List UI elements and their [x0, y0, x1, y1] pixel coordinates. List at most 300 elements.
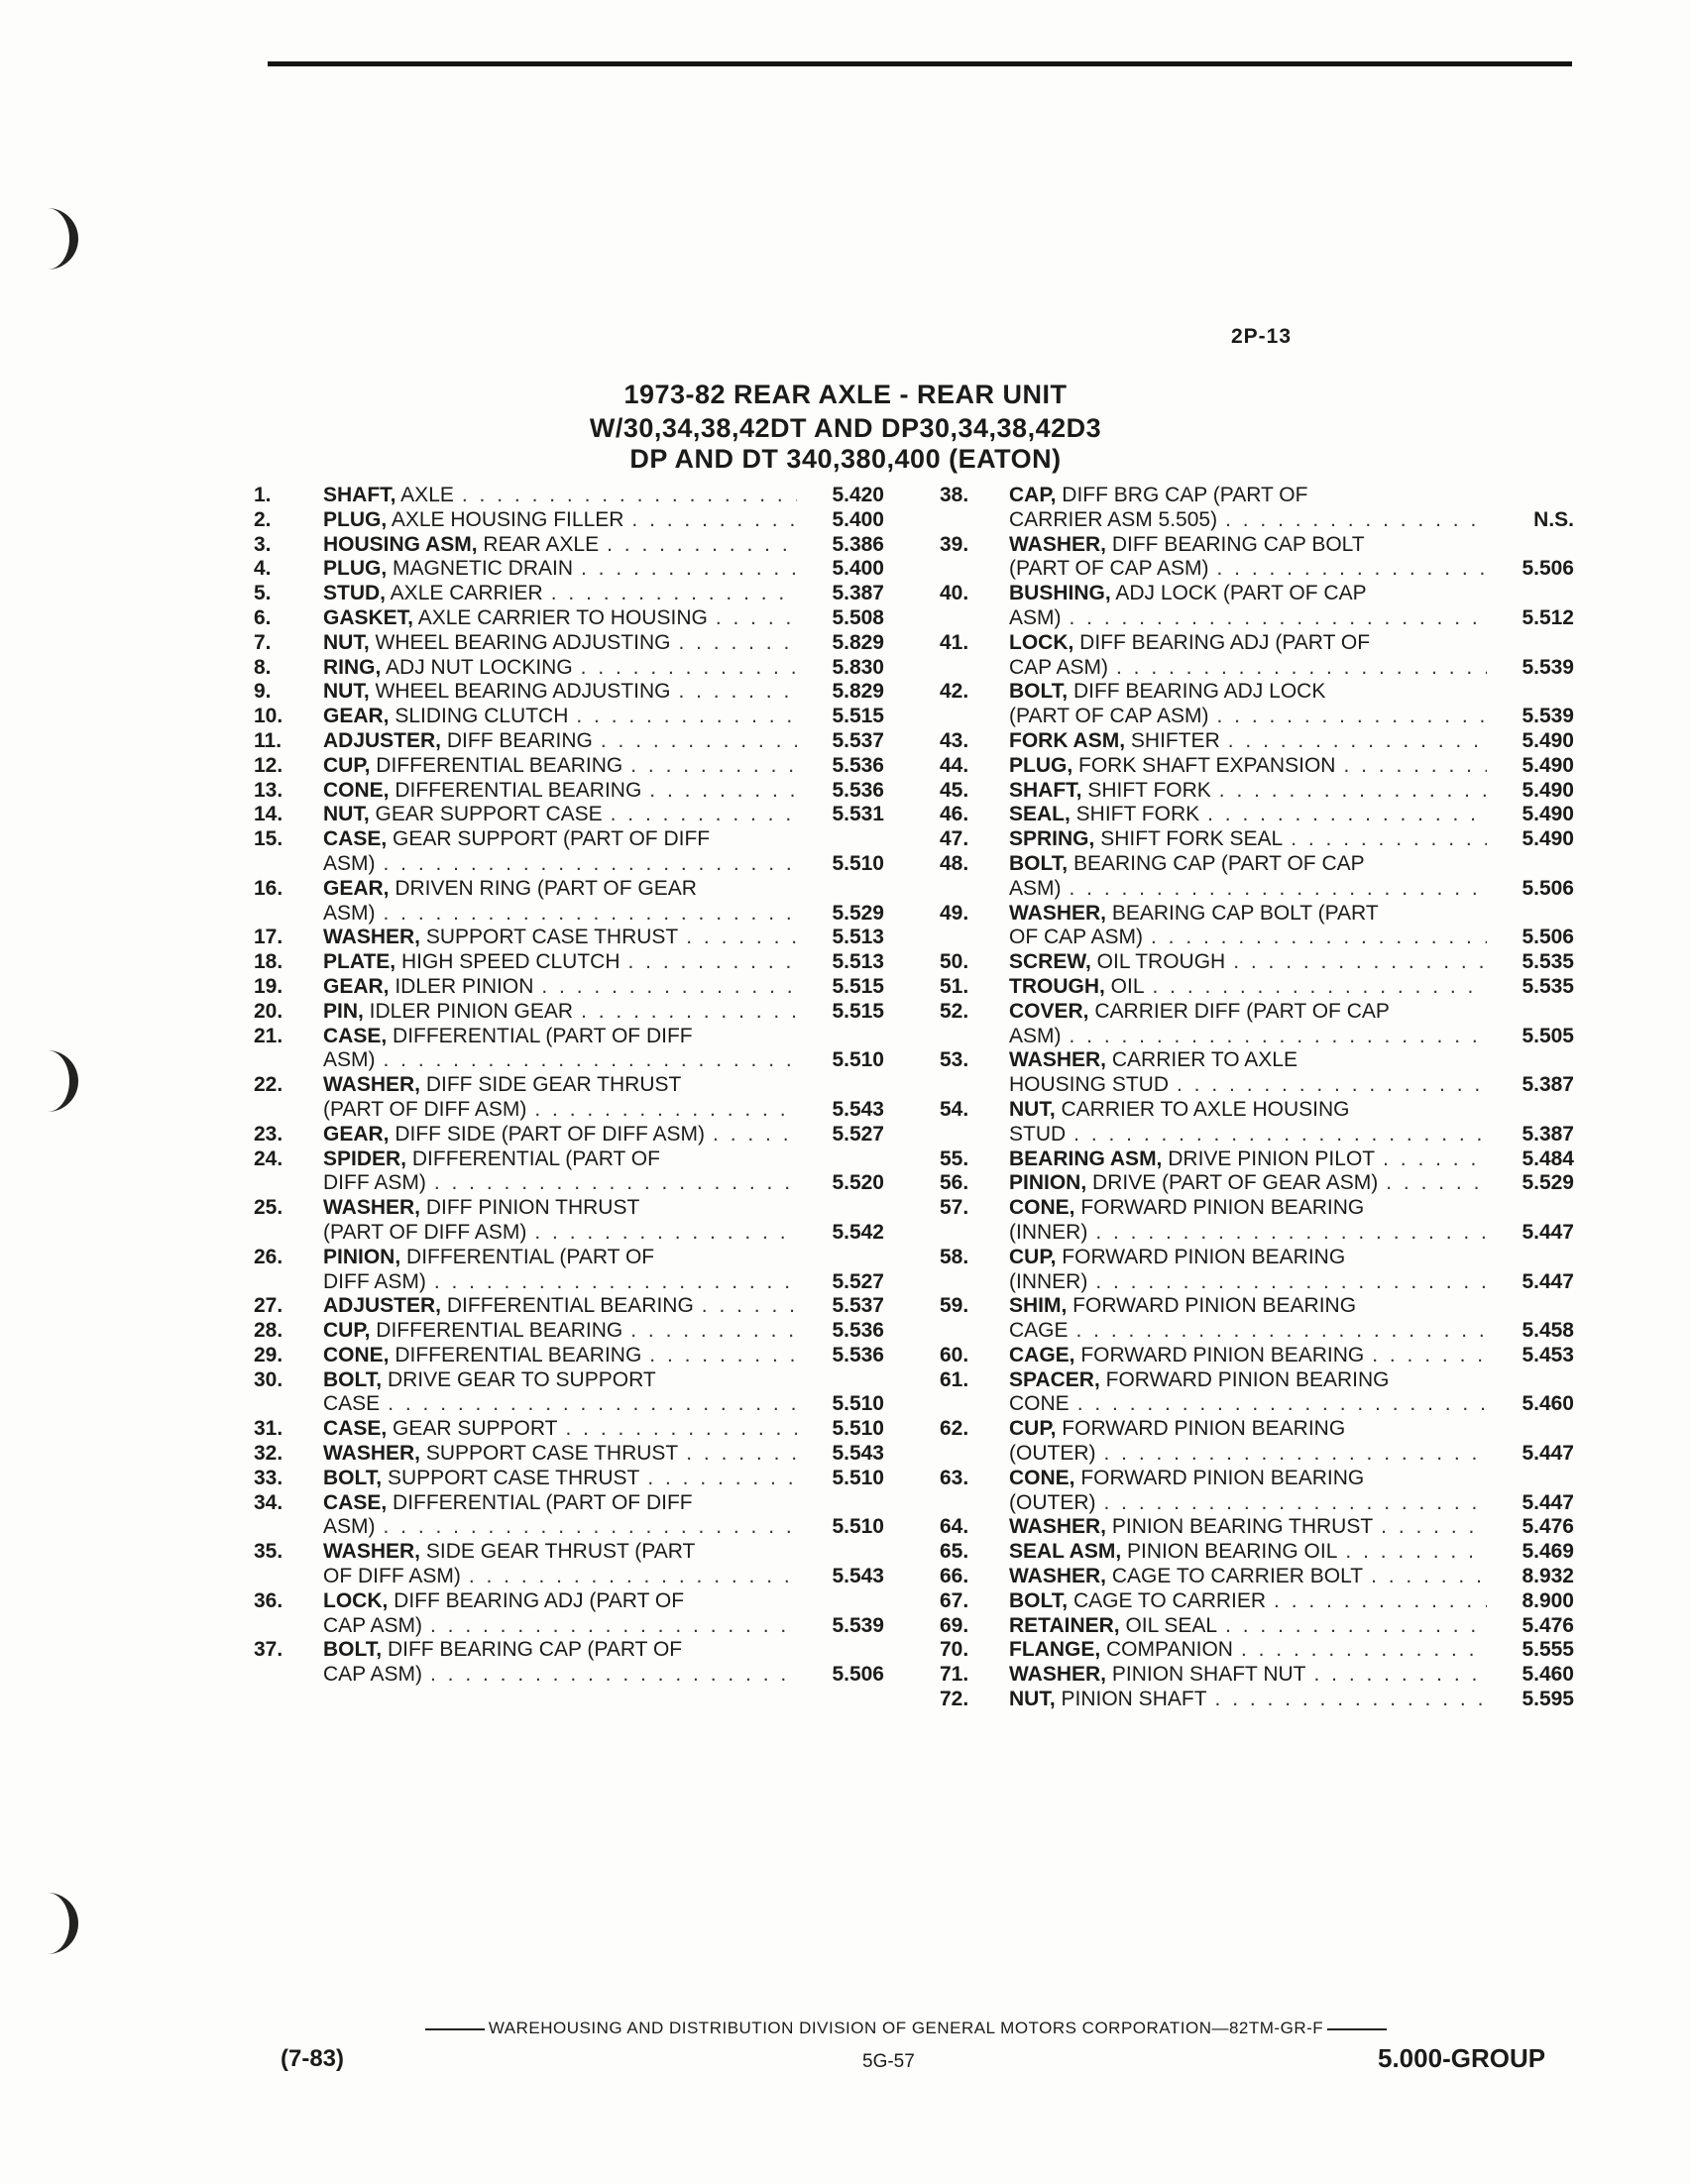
part-detail: CARRIER TO AXLE HOUSING — [1055, 1097, 1350, 1121]
part-detail: SUPPORT CASE THRUST — [382, 1466, 640, 1489]
parts-list-item — [940, 1565, 1574, 1589]
part-detail: CARRIER DIFF (PART OF CAP — [1088, 999, 1390, 1023]
part-name: PIN, — [323, 999, 364, 1023]
part-detail: DIFFERENTIAL (PART OF DIFF — [387, 1024, 693, 1047]
item-number: 70. — [940, 1638, 969, 1662]
item-description — [323, 533, 807, 558]
item-number: 6. — [254, 605, 272, 629]
part-detail: DIFF BEARING ADJ (PART OF — [1073, 630, 1371, 654]
part-name: ADJUSTER, — [323, 1294, 442, 1318]
parts-list-item — [940, 1688, 1574, 1712]
part-detail-continued: OF DIFF ASM) — [323, 1565, 461, 1588]
parts-list-item — [254, 1467, 884, 1491]
part-detail: SHIFT FORK — [1070, 803, 1200, 826]
leader-dots — [1095, 1270, 1487, 1295]
group-reference: 5.458 — [1522, 1319, 1574, 1343]
part-detail: DRIVEN RING (PART OF GEAR — [389, 876, 697, 900]
parts-list-item — [254, 606, 884, 631]
item-description — [323, 729, 807, 754]
part-detail: MAGNETIC DRAIN — [387, 557, 574, 581]
item-number: 11. — [254, 728, 282, 752]
parts-list-item — [254, 1147, 884, 1197]
item-description — [323, 1491, 807, 1541]
parts-list-item — [254, 484, 884, 508]
item-number: 24. — [254, 1147, 283, 1170]
part-name: NUT, — [1009, 1688, 1056, 1711]
part-name: HOUSING ASM, — [323, 532, 478, 556]
part-detail: PINION SHAFT NUT — [1106, 1663, 1306, 1687]
parts-list-item — [940, 1246, 1574, 1295]
leader-dots — [1217, 705, 1488, 729]
part-detail: DIFFERENTIAL (PART OF — [406, 1147, 660, 1170]
part-detail: DIFFERENTIAL (PART OF — [400, 1245, 655, 1268]
item-number: 72. — [940, 1688, 969, 1711]
item-number: 14. — [254, 803, 283, 826]
part-name: WASHER, — [323, 1196, 421, 1220]
item-number: 51. — [940, 974, 969, 998]
group-reference: 5.420 — [832, 484, 884, 506]
parts-list-item — [254, 680, 884, 705]
item-number: 58. — [940, 1245, 969, 1268]
parts-list-item — [940, 1344, 1574, 1368]
part-name: RETAINER, — [1009, 1613, 1120, 1637]
part-detail-continued: (PART OF DIFF ASM) — [323, 1097, 527, 1121]
part-detail: PINION BEARING THRUST — [1106, 1515, 1374, 1539]
item-description — [323, 754, 807, 779]
item-number: 32. — [254, 1442, 283, 1466]
group-reference: 5.510 — [832, 1417, 884, 1441]
parts-list-item — [254, 1491, 884, 1541]
group-reference: 5.536 — [832, 778, 884, 802]
group-reference: 5.539 — [832, 1613, 884, 1637]
item-description — [323, 1417, 807, 1442]
leader-dots — [1070, 877, 1488, 902]
leader-dots — [678, 680, 797, 705]
item-description — [323, 1147, 807, 1197]
part-name: NUT, — [323, 803, 370, 826]
parts-list-item — [254, 950, 884, 975]
leader-dots — [1381, 1515, 1487, 1540]
part-name: BOLT, — [1009, 851, 1069, 875]
group-reference: 5.512 — [1522, 605, 1574, 629]
leader-dots — [388, 1392, 797, 1417]
leader-dots — [384, 1515, 798, 1540]
group-reference: 5.447 — [1522, 1269, 1574, 1293]
item-number: 46. — [940, 803, 969, 826]
group-reference: 5.536 — [832, 753, 884, 777]
item-number: 65. — [940, 1540, 969, 1564]
parts-list-item — [254, 827, 884, 877]
parts-list-item — [940, 779, 1574, 804]
leader-dots — [702, 1294, 797, 1319]
group-reference: 5.387 — [1522, 1073, 1574, 1097]
group-reference: 5.387 — [1522, 1122, 1574, 1146]
item-description — [1009, 1663, 1497, 1688]
part-name: WASHER, — [1009, 532, 1107, 556]
part-detail-continued: ASM) — [1009, 876, 1062, 900]
part-name: CONE, — [1009, 1196, 1075, 1220]
group-reference: 5.529 — [832, 901, 884, 925]
item-description — [323, 803, 807, 827]
part-name: PINION, — [323, 1245, 401, 1268]
parts-list-item — [254, 877, 884, 927]
leader-dots — [649, 779, 797, 804]
part-detail-continued: ASM) — [323, 1515, 376, 1539]
parts-list-item — [254, 1246, 884, 1295]
item-number: 30. — [254, 1367, 283, 1391]
parts-list-item — [940, 803, 1574, 827]
part-name: GEAR, — [323, 705, 390, 728]
parts-list-item — [940, 852, 1574, 902]
part-detail: ADJ LOCK (PART OF CAP — [1110, 582, 1367, 605]
item-description — [323, 606, 807, 631]
group-reference: 5.490 — [1522, 827, 1574, 851]
leader-dots — [1383, 1147, 1487, 1172]
part-name: CASE, — [323, 1490, 388, 1514]
item-number: 33. — [254, 1466, 283, 1489]
parts-list-item — [254, 1638, 884, 1688]
part-detail: ADJ NUT LOCKING — [381, 655, 573, 679]
page-title-line-2: W/30,34,38,42DT AND DP30,34,38,42D3 — [589, 413, 1102, 443]
part-detail: FORK SHAFT EXPANSION — [1072, 753, 1336, 777]
item-description — [1009, 680, 1497, 729]
item-number: 26. — [254, 1245, 283, 1268]
item-description — [1009, 1368, 1497, 1418]
part-detail-continued: ASM) — [323, 851, 376, 875]
parts-list-item — [940, 754, 1574, 779]
binder-hole-top — [44, 208, 78, 270]
item-description — [1009, 1589, 1497, 1614]
item-description — [323, 1467, 807, 1491]
part-name: BOLT, — [323, 1466, 383, 1489]
part-detail: OIL SEAL — [1119, 1613, 1218, 1637]
parts-list-item — [940, 631, 1574, 681]
item-number: 45. — [940, 778, 969, 802]
part-detail: DRIVE PINION PILOT — [1162, 1147, 1376, 1170]
group-reference: 5.484 — [1522, 1147, 1574, 1170]
part-name: SHAFT, — [1009, 778, 1082, 802]
part-detail-continued: STUD — [1009, 1122, 1067, 1146]
item-description — [323, 508, 807, 533]
item-number: 62. — [940, 1417, 969, 1441]
part-detail: FORWARD PINION BEARING — [1074, 1466, 1365, 1489]
parts-list-item — [940, 1614, 1574, 1639]
group-reference: 5.537 — [832, 1294, 884, 1318]
item-number: 40. — [940, 582, 969, 605]
part-name: WASHER, — [1009, 1565, 1107, 1588]
part-name: WASHER, — [323, 1073, 421, 1097]
item-number: 5. — [254, 582, 272, 605]
leader-dots — [630, 1319, 797, 1344]
parts-list-item — [940, 1467, 1574, 1516]
item-description — [1009, 975, 1497, 1000]
item-number: 55. — [940, 1147, 969, 1170]
item-description — [323, 680, 807, 705]
leader-dots — [1070, 1025, 1488, 1049]
item-number: 41. — [940, 630, 969, 654]
part-detail: CARRIER TO AXLE — [1106, 1048, 1297, 1072]
part-detail: GEAR SUPPORT (PART OF DIFF — [387, 827, 711, 851]
group-reference: N.S. — [1533, 507, 1574, 531]
part-detail: GEAR SUPPORT — [387, 1417, 558, 1441]
part-detail: BEARING CAP BOLT (PART — [1106, 901, 1379, 925]
leader-dots — [469, 1565, 797, 1589]
part-detail: CAGE TO CARRIER — [1068, 1588, 1267, 1612]
leader-dots — [434, 1270, 797, 1295]
part-name: CUP, — [1009, 1417, 1057, 1441]
item-description — [1009, 729, 1497, 754]
leader-dots — [541, 975, 797, 1000]
part-detail: DIFF SIDE GEAR THRUST — [420, 1073, 682, 1097]
item-description — [1009, 1294, 1497, 1344]
part-name: SHAFT, — [323, 484, 396, 506]
part-name: CONE, — [323, 778, 390, 802]
parts-list-item — [940, 1147, 1574, 1172]
item-number: 66. — [940, 1565, 969, 1588]
item-description — [323, 1196, 807, 1246]
part-name: COVER, — [1009, 999, 1089, 1023]
parts-list-item — [254, 705, 884, 729]
parts-list-item — [254, 754, 884, 779]
item-description — [323, 1589, 807, 1639]
part-name: WASHER, — [1009, 1515, 1107, 1539]
part-detail: SUPPORT CASE THRUST — [420, 926, 679, 949]
item-number: 36. — [254, 1588, 283, 1612]
parts-list-item — [940, 1368, 1574, 1418]
part-name: BUSHING, — [1009, 582, 1111, 605]
part-detail-continued: (PART OF DIFF ASM) — [323, 1220, 527, 1244]
page-number: 2P-13 — [1231, 325, 1293, 348]
part-detail-continued: (OUTER) — [1009, 1442, 1096, 1466]
item-description — [323, 1638, 807, 1688]
top-rule — [268, 61, 1572, 66]
part-name: CASE, — [323, 1024, 388, 1047]
footer-group: 5.000-GROUP — [1378, 2043, 1546, 2073]
part-detail-continued: ASM) — [1009, 1024, 1062, 1047]
item-description — [323, 1073, 807, 1123]
item-description — [323, 926, 807, 950]
part-detail-continued: HOUSING STUD — [1009, 1073, 1170, 1097]
leader-dots — [686, 926, 797, 950]
part-detail-continued: (INNER) — [1009, 1220, 1088, 1244]
item-number: 18. — [254, 950, 283, 974]
group-reference: 5.387 — [832, 582, 884, 605]
item-description — [1009, 1098, 1497, 1147]
leader-dots — [430, 1614, 797, 1639]
parts-list-item — [940, 1171, 1574, 1196]
part-name: SHIM, — [1009, 1294, 1068, 1318]
part-detail: DRIVE (PART OF GEAR ASM) — [1086, 1171, 1379, 1195]
part-name: SPACER, — [1009, 1367, 1100, 1391]
item-description — [323, 1540, 807, 1589]
group-reference: 5.490 — [1522, 753, 1574, 777]
parts-list-item — [254, 631, 884, 656]
part-name: PLATE, — [323, 950, 396, 974]
leader-dots — [601, 729, 797, 754]
footer-publisher: WAREHOUSING AND DISTRIBUTION DIVISION OF GENERAL MOTORS CORPORATION—82TM-GR-F — [280, 2019, 1532, 2038]
item-description — [1009, 803, 1497, 827]
parts-list-item — [940, 1196, 1574, 1246]
leader-dots — [1345, 1540, 1487, 1565]
part-name: PINION, — [1009, 1171, 1087, 1195]
item-number: 28. — [254, 1319, 283, 1343]
part-detail: WHEEL BEARING ADJUSTING — [369, 630, 671, 654]
item-description — [323, 557, 807, 582]
group-reference: 5.505 — [1522, 1024, 1574, 1047]
item-number: 25. — [254, 1196, 283, 1220]
parts-list-item — [254, 1442, 884, 1467]
part-name: WASHER, — [1009, 1663, 1107, 1687]
item-description — [1009, 484, 1497, 533]
part-detail: BEARING CAP (PART OF CAP — [1068, 851, 1365, 875]
group-reference: 5.469 — [1522, 1540, 1574, 1564]
group-reference: 5.513 — [832, 950, 884, 974]
part-detail: CAGE TO CARRIER BOLT — [1106, 1565, 1364, 1588]
parts-list-item — [940, 1000, 1574, 1049]
part-detail: PINION SHAFT — [1055, 1688, 1207, 1711]
parts-list-item — [940, 902, 1574, 951]
group-reference: 5.531 — [832, 803, 884, 826]
item-number: 10. — [254, 705, 283, 728]
group-reference: 5.510 — [832, 1048, 884, 1072]
item-number: 9. — [254, 680, 272, 704]
item-number: 48. — [940, 851, 969, 875]
leader-dots — [1217, 557, 1488, 582]
part-detail: FORWARD PINION BEARING — [1074, 1196, 1365, 1220]
group-reference: 5.536 — [832, 1343, 884, 1366]
group-reference: 5.510 — [832, 851, 884, 875]
parts-list-item — [254, 1417, 884, 1442]
group-reference: 5.400 — [832, 507, 884, 531]
item-number: 69. — [940, 1613, 969, 1637]
leader-dots — [1076, 1319, 1487, 1344]
part-detail-continued: (OUTER) — [1009, 1490, 1096, 1514]
part-name: CASE, — [323, 1417, 388, 1441]
parts-list-item — [940, 582, 1574, 631]
parts-list-item — [940, 1098, 1574, 1147]
item-number: 61. — [940, 1367, 969, 1391]
item-description — [1009, 852, 1497, 902]
page-title-line-3: DP AND DT 340,380,400 (EATON) — [629, 444, 1062, 474]
group-reference: 5.527 — [832, 1269, 884, 1293]
leader-dots — [1313, 1663, 1487, 1688]
part-name: FORK ASM, — [1009, 728, 1126, 752]
item-number: 29. — [254, 1343, 283, 1366]
item-number: 19. — [254, 974, 283, 998]
page-title-line-1: 1973-82 REAR AXLE - REAR UNIT — [623, 380, 1068, 409]
parts-list-item — [254, 1294, 884, 1319]
part-name: LOCK, — [1009, 630, 1074, 654]
part-detail-continued: ASM) — [323, 1048, 376, 1072]
leader-dots — [534, 1098, 797, 1123]
item-description — [323, 827, 807, 877]
parts-list-item — [254, 1000, 884, 1025]
item-number: 31. — [254, 1417, 283, 1441]
footer-page-code: 5G-57 — [862, 2051, 915, 2072]
group-reference: 5.490 — [1522, 778, 1574, 802]
group-reference: 5.506 — [1522, 926, 1574, 949]
part-detail: IDLER PINION GEAR — [363, 999, 574, 1023]
group-reference: 5.460 — [1522, 1663, 1574, 1687]
item-number: 53. — [940, 1048, 969, 1072]
item-number: 71. — [940, 1663, 969, 1687]
part-name: WASHER, — [323, 926, 421, 949]
part-name: NUT, — [1009, 1097, 1056, 1121]
part-detail: IDLER PINION — [389, 974, 534, 998]
item-description — [323, 1000, 807, 1025]
item-number: 20. — [254, 999, 283, 1023]
leader-dots — [581, 1000, 797, 1025]
leader-dots — [678, 631, 797, 656]
part-name: NUT, — [323, 630, 370, 654]
group-reference: 5.447 — [1522, 1442, 1574, 1466]
item-number: 37. — [254, 1638, 283, 1662]
part-detail: SIDE GEAR THRUST (PART — [420, 1540, 696, 1564]
item-description — [1009, 1515, 1497, 1540]
parts-list-item — [254, 557, 884, 582]
part-detail: DIFFERENTIAL BEARING — [389, 778, 642, 802]
leader-dots — [1291, 827, 1487, 852]
part-detail: DIFFERENTIAL BEARING — [370, 753, 623, 777]
leader-dots — [1153, 975, 1487, 1000]
part-detail: DIFF BEARING CAP BOLT — [1106, 532, 1365, 556]
part-detail: SHIFT FORK — [1081, 778, 1211, 802]
leader-dots — [607, 533, 797, 558]
part-detail: FORWARD PINION BEARING — [1067, 1294, 1357, 1318]
part-detail: DIFF BEARING CAP (PART OF — [382, 1638, 683, 1662]
leader-dots — [628, 950, 798, 975]
part-name: CUP, — [323, 1319, 371, 1343]
item-description — [1009, 779, 1497, 804]
part-detail: DIFF BEARING — [441, 728, 593, 752]
part-name: STUD, — [323, 582, 386, 605]
item-number: 3. — [254, 532, 272, 556]
item-description — [323, 582, 807, 606]
part-name: SPIDER, — [323, 1147, 407, 1170]
part-name: SCREW, — [1009, 950, 1091, 974]
item-description — [1009, 1688, 1497, 1712]
part-name: CUP, — [1009, 1245, 1057, 1268]
part-name: LOCK, — [323, 1588, 389, 1612]
group-reference: 5.555 — [1522, 1638, 1574, 1662]
leader-dots — [1177, 1073, 1487, 1098]
group-reference: 5.460 — [1522, 1392, 1574, 1416]
parts-list-item — [940, 1638, 1574, 1663]
part-name: BEARING ASM, — [1009, 1147, 1163, 1170]
leader-dots — [1095, 1221, 1487, 1246]
part-detail-continued: (PART OF CAP ASM) — [1009, 557, 1209, 581]
item-description — [1009, 1147, 1497, 1172]
leader-dots — [1104, 1491, 1488, 1516]
parts-list-item — [940, 1417, 1574, 1467]
group-reference: 5.529 — [1522, 1171, 1574, 1195]
group-reference: 5.490 — [1522, 803, 1574, 826]
part-detail-continued: CARRIER ASM 5.505) — [1009, 507, 1218, 531]
parts-list-item — [254, 656, 884, 681]
item-description — [1009, 827, 1497, 852]
parts-list-item — [254, 975, 884, 1000]
item-number: 39. — [940, 532, 969, 556]
leader-dots — [1274, 1589, 1487, 1614]
group-reference: 5.543 — [832, 1565, 884, 1588]
leader-dots — [1077, 1392, 1487, 1417]
group-reference: 5.536 — [832, 1319, 884, 1343]
item-number: 38. — [940, 484, 969, 506]
leader-dots — [1241, 1638, 1487, 1663]
item-number: 4. — [254, 557, 272, 581]
parts-list-item — [940, 680, 1574, 729]
group-reference: 5.447 — [1522, 1490, 1574, 1514]
